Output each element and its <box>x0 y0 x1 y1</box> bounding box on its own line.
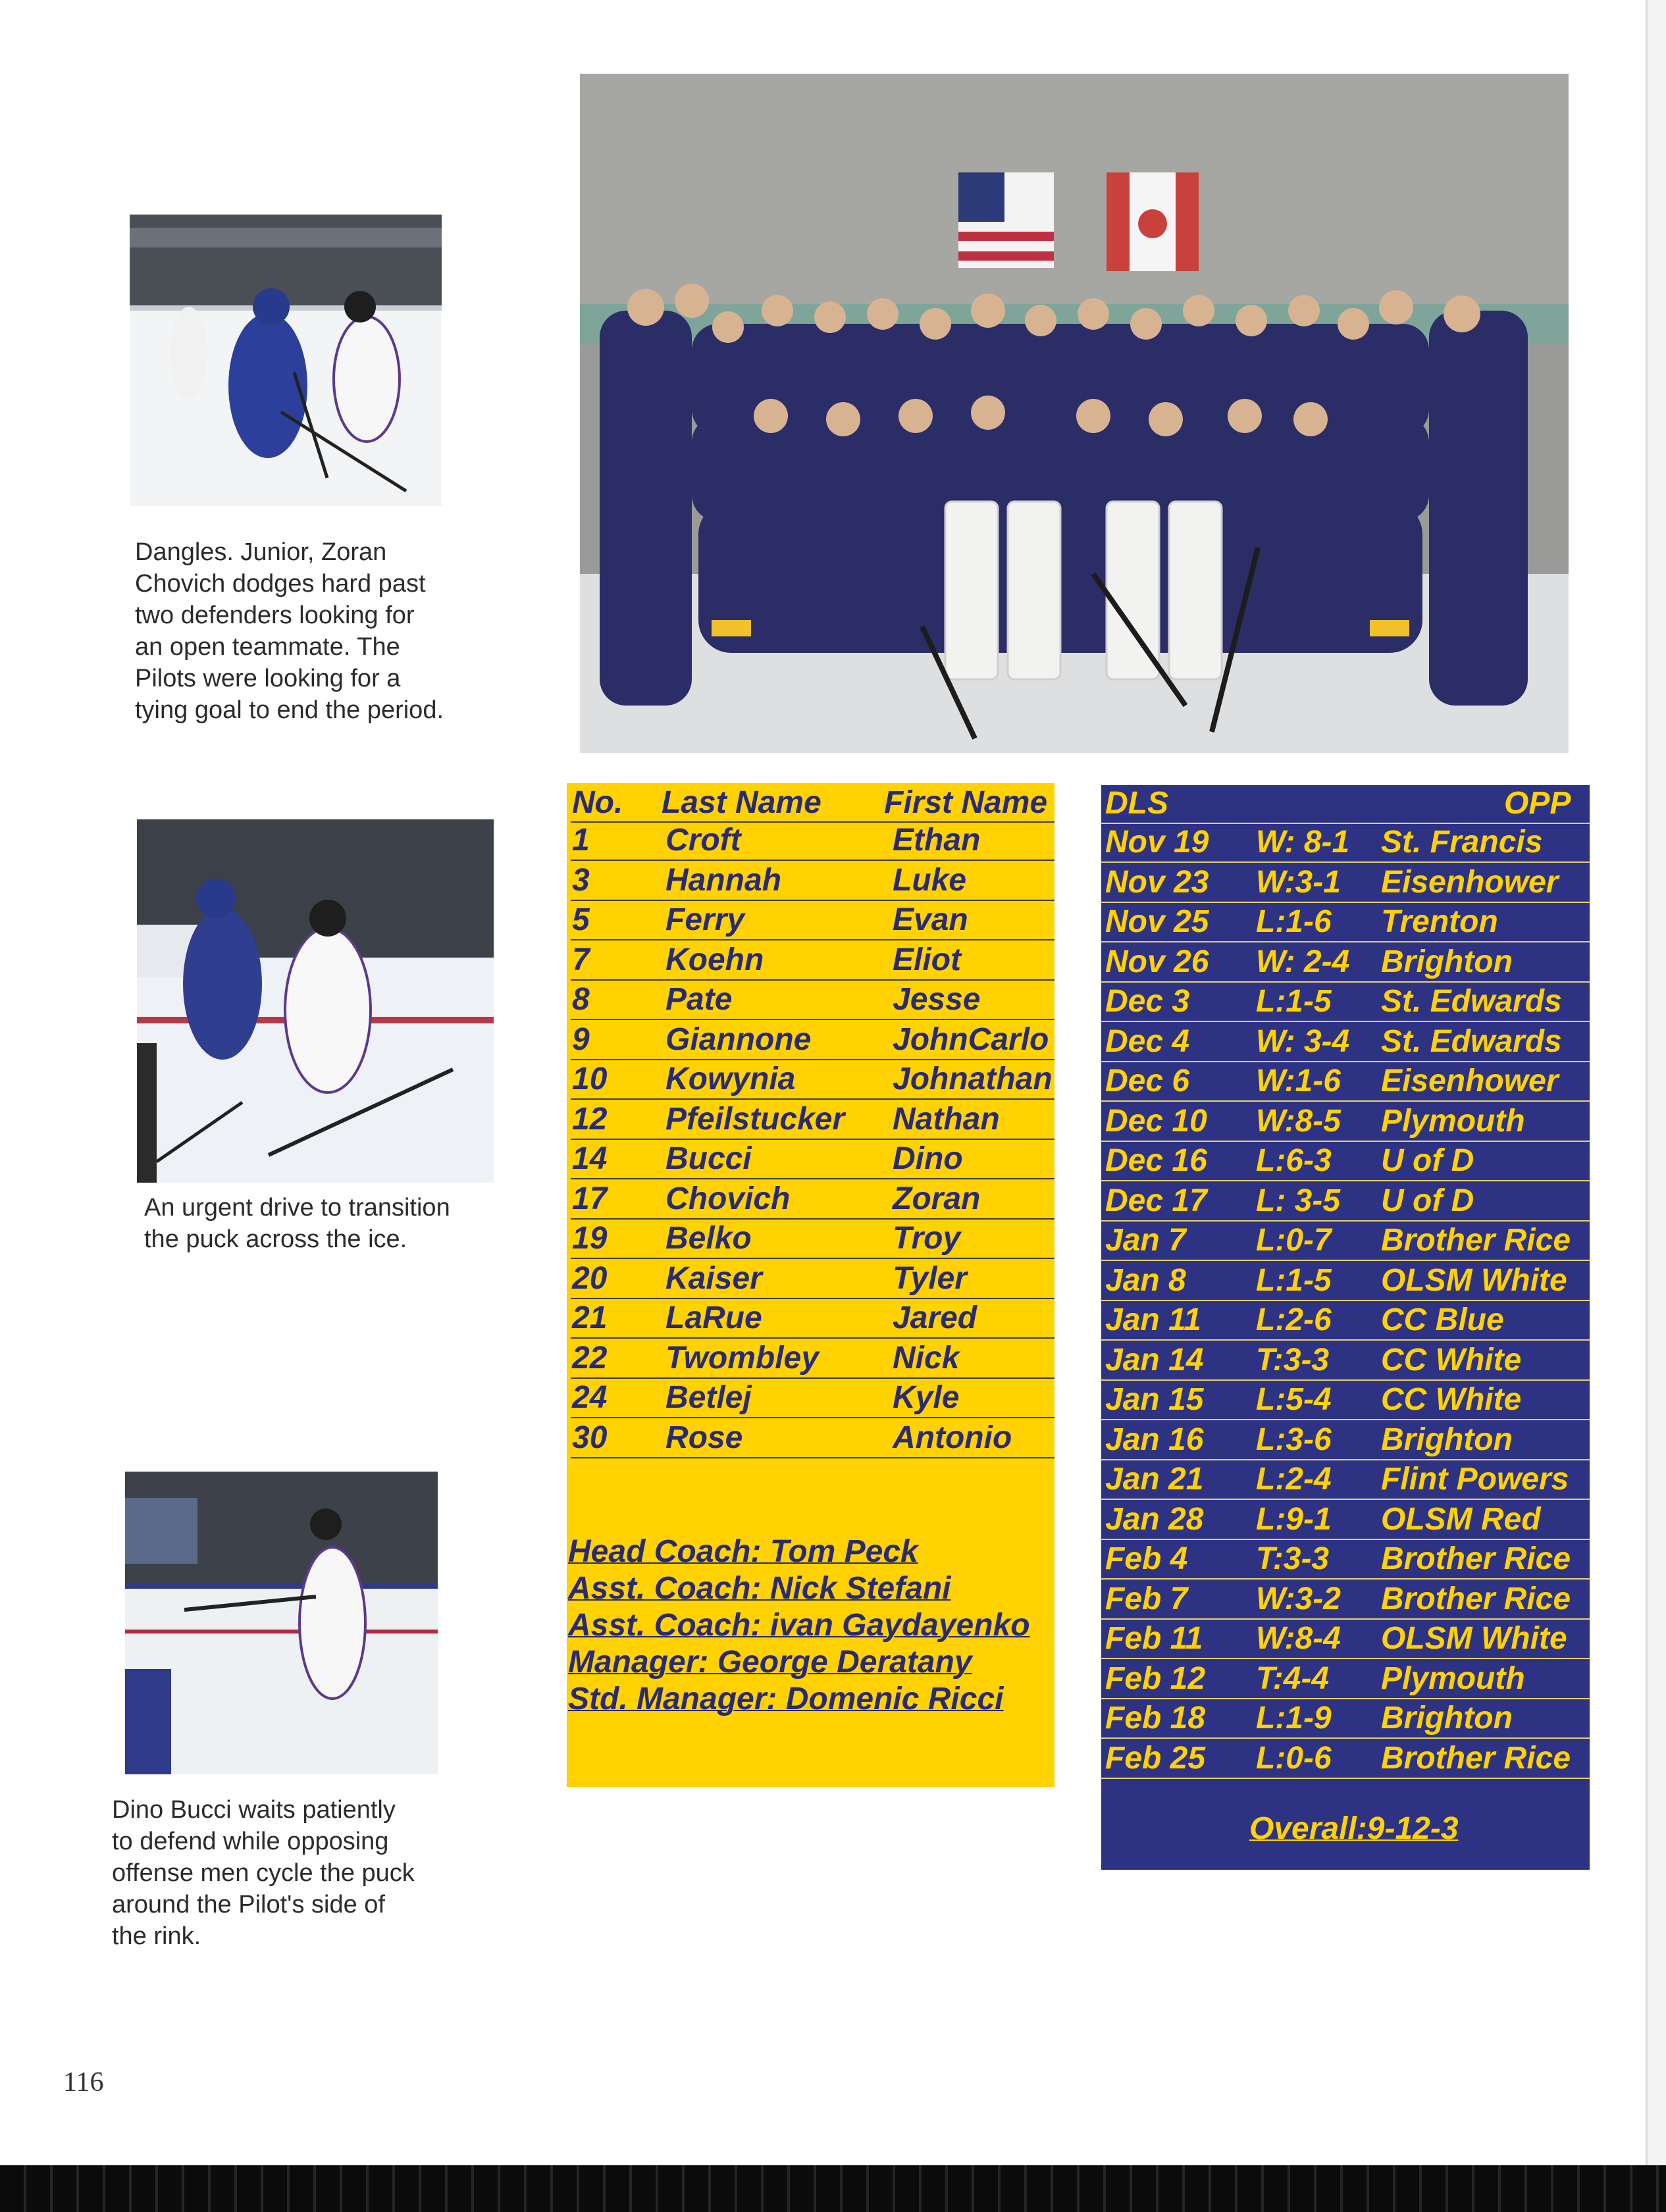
schedule-result: L:1-9 <box>1256 1701 1332 1736</box>
page-edge <box>1646 0 1666 2212</box>
roster-first-name: Nick <box>893 1340 960 1376</box>
roster-row-rule <box>571 1178 1054 1179</box>
roster-last-name: Pate <box>665 982 733 1017</box>
roster-last-name: LaRue <box>665 1300 762 1335</box>
schedule-date: Feb 12 <box>1105 1660 1206 1696</box>
schedule-opponent: U of D <box>1381 1143 1474 1178</box>
roster-first-name: Nathan <box>893 1101 1000 1137</box>
schedule-opponent: Eisenhower <box>1381 1064 1559 1098</box>
roster-last-name: Twombley <box>665 1340 819 1376</box>
roster-first-name: Troy <box>893 1221 961 1256</box>
roster-row-rule <box>571 1098 1054 1100</box>
roster-first-name: Zoran <box>893 1181 981 1216</box>
roster-last-name: Croft <box>665 823 741 858</box>
roster-last-name: Bucci <box>665 1141 752 1176</box>
schedule-date: Jan 8 <box>1105 1262 1186 1298</box>
schedule-result: L:6-3 <box>1256 1143 1332 1178</box>
roster-first-name: Jesse <box>893 982 981 1017</box>
schedule-date: Jan 15 <box>1105 1382 1204 1417</box>
schedule-row-rule <box>1101 1618 1590 1620</box>
schedule-date: Feb 4 <box>1105 1541 1188 1576</box>
roster-number: 1 <box>572 823 590 858</box>
schedule-row-rule <box>1101 1698 1590 1699</box>
roster-first-name: Eliot <box>893 942 961 977</box>
schedule-date: Jan 14 <box>1105 1342 1204 1377</box>
roster-number: 12 <box>572 1101 608 1137</box>
caption-bucci: Dino Bucci waits patiently to defend while opposing offense men cycle the puck around the Pilot's side of the rink. <box>112 1796 415 1950</box>
staff-asst-coach-2: Asst. Coach: ivan Gaydayenko <box>568 1608 1030 1643</box>
roster-first-name: JohnCarlo <box>893 1021 1049 1057</box>
schedule-date: Jan 7 <box>1105 1223 1186 1258</box>
schedule-result: W: 3-4 <box>1256 1023 1350 1059</box>
schedule-row-rule <box>1101 1339 1590 1341</box>
schedule-row-rule <box>1101 1737 1590 1739</box>
schedule-row-rule <box>1101 1658 1590 1659</box>
roster-row-rule <box>571 1258 1054 1259</box>
roster-header-no: No. <box>572 785 623 820</box>
schedule-result: L:1-5 <box>1256 984 1332 1019</box>
schedule-date: Feb 7 <box>1105 1581 1188 1616</box>
roster-header-first-name: First Name <box>884 785 1048 820</box>
roster-header-rule <box>571 821 1054 823</box>
roster-number: 19 <box>572 1221 608 1256</box>
roster-number: 20 <box>572 1260 608 1296</box>
schedule-date: Feb 11 <box>1105 1621 1203 1656</box>
roster-number: 21 <box>572 1300 608 1335</box>
schedule-row-rule <box>1101 1180 1590 1181</box>
roster-header-last-name: Last Name <box>662 785 821 820</box>
roster-first-name: Kyle <box>893 1380 960 1415</box>
roster-row-rule <box>571 1298 1054 1299</box>
schedule-date: Nov 25 <box>1105 904 1209 939</box>
staff-head-coach: Head Coach: Tom Peck <box>568 1534 918 1569</box>
schedule-result: W:1-6 <box>1256 1064 1341 1098</box>
caption-transition: An urgent drive to transition the puck across the ice. <box>144 1194 450 1253</box>
staff-list <box>568 1533 1030 1718</box>
roster-number: 8 <box>572 982 590 1017</box>
schedule-opponent: U of D <box>1381 1183 1474 1218</box>
schedule-header-opponent: OPP <box>1504 786 1571 821</box>
schedule-row-rule <box>1101 981 1590 983</box>
schedule-date: Feb 18 <box>1105 1701 1206 1736</box>
schedule-opponent: CC White <box>1381 1382 1522 1417</box>
roster-first-name: Luke <box>893 862 967 898</box>
roster-first-name: Tyler <box>893 1260 967 1296</box>
staff-std-manager: Std. Manager: Domenic Ricci <box>568 1682 1004 1716</box>
roster-first-name: Jared <box>893 1300 977 1335</box>
schedule-result: T:3-3 <box>1256 1342 1330 1377</box>
schedule-opponent: St. Edwards <box>1381 1023 1562 1059</box>
schedule-row-rule <box>1101 1778 1590 1779</box>
roster-row-rule <box>571 939 1054 940</box>
schedule-result: W: 8-1 <box>1256 825 1350 860</box>
schedule-result: L:5-4 <box>1256 1382 1332 1417</box>
schedule-row-rule <box>1101 1100 1590 1102</box>
schedule-result: W:3-2 <box>1256 1581 1341 1616</box>
schedule-date: Nov 26 <box>1105 944 1209 979</box>
roster-row-rule <box>571 1417 1054 1418</box>
roster-last-name: Kowynia <box>665 1062 796 1096</box>
scan-border <box>0 2165 1666 2212</box>
schedule-opponent: OLSM Red <box>1381 1501 1541 1537</box>
roster-number: 10 <box>572 1062 608 1096</box>
schedule-result: L:1-6 <box>1256 904 1332 939</box>
schedule-row-rule <box>1101 1539 1590 1540</box>
roster-first-name: Evan <box>893 902 968 937</box>
schedule-result: W: 2-4 <box>1256 944 1350 979</box>
roster-first-name: Johnathan <box>893 1062 1053 1096</box>
roster-number: 24 <box>572 1380 608 1415</box>
schedule-result: L:3-6 <box>1256 1422 1332 1457</box>
roster-row-rule <box>571 1019 1054 1020</box>
staff-asst-coach-1: Asst. Coach: Nick Stefani <box>568 1571 951 1606</box>
schedule-result: W:3-1 <box>1256 864 1341 900</box>
schedule-date: Jan 28 <box>1105 1501 1204 1537</box>
action-photo-bucci <box>125 1472 438 1774</box>
schedule-opponent: St. Edwards <box>1381 984 1562 1019</box>
roster-row-rule <box>571 979 1054 981</box>
schedule-opponent: Brother Rice <box>1381 1581 1571 1616</box>
roster-row-rule <box>571 1457 1054 1458</box>
schedule-date: Dec 6 <box>1105 1064 1190 1098</box>
schedule-result: L:9-1 <box>1256 1501 1332 1537</box>
team-photo <box>580 74 1569 753</box>
schedule-row-rule <box>1101 862 1590 863</box>
roster-last-name: Hannah <box>665 862 782 898</box>
roster-last-name: Rose <box>665 1420 743 1455</box>
action-photo-dangles <box>130 215 442 506</box>
schedule-result: T:4-4 <box>1256 1660 1330 1696</box>
schedule-date: Dec 17 <box>1105 1183 1207 1218</box>
schedule-date: Jan 11 <box>1105 1302 1201 1337</box>
schedule-result: L:2-6 <box>1256 1302 1332 1337</box>
schedule-date: Dec 16 <box>1105 1143 1207 1178</box>
roster-row-rule <box>571 1377 1054 1379</box>
roster-number: 9 <box>572 1021 590 1057</box>
roster-first-name: Dino <box>893 1141 963 1176</box>
schedule-row-rule <box>1101 1419 1590 1420</box>
roster-row-rule <box>571 1337 1054 1339</box>
roster-last-name: Kaiser <box>665 1260 762 1296</box>
action-photo-transition <box>137 819 494 1183</box>
schedule-opponent: CC White <box>1381 1342 1522 1377</box>
schedule-date: Nov 23 <box>1105 864 1209 900</box>
roster-number: 3 <box>572 862 590 898</box>
schedule-opponent: Flint Powers <box>1381 1462 1569 1497</box>
schedule-opponent: Brother Rice <box>1381 1740 1571 1776</box>
roster-row-rule <box>571 860 1054 861</box>
schedule-row-rule <box>1101 1300 1590 1301</box>
schedule-date: Nov 19 <box>1105 825 1209 860</box>
schedule-table <box>1101 785 1590 1870</box>
schedule-date: Feb 25 <box>1105 1740 1206 1776</box>
schedule-result: L: 3-5 <box>1256 1183 1341 1218</box>
schedule-result: W:8-4 <box>1256 1621 1341 1656</box>
schedule-date: Dec 10 <box>1105 1103 1207 1139</box>
schedule-date: Jan 21 <box>1105 1462 1204 1497</box>
schedule-date: Dec 4 <box>1105 1023 1190 1059</box>
schedule-date: Jan 16 <box>1105 1422 1204 1457</box>
schedule-result: L:2-4 <box>1256 1462 1332 1497</box>
roster-number: 14 <box>572 1141 608 1176</box>
schedule-opponent: Brother Rice <box>1381 1223 1571 1258</box>
schedule-opponent: Trenton <box>1381 904 1498 939</box>
schedule-row-rule <box>1101 1141 1590 1142</box>
roster-number: 17 <box>572 1181 608 1216</box>
roster-row-rule <box>571 1139 1054 1140</box>
schedule-row-rule <box>1101 1578 1590 1580</box>
schedule-row-rule <box>1101 941 1590 942</box>
schedule-date: Dec 3 <box>1105 984 1190 1019</box>
schedule-opponent: Plymouth <box>1381 1660 1525 1696</box>
roster-first-name: Ethan <box>893 823 981 858</box>
schedule-result: T:3-3 <box>1256 1541 1330 1576</box>
staff-manager: Manager: George Deratany <box>568 1645 972 1680</box>
schedule-result: W:8-5 <box>1256 1103 1341 1139</box>
schedule-row-rule <box>1101 1260 1590 1261</box>
schedule-opponent: Eisenhower <box>1381 864 1559 900</box>
roster-row-rule <box>571 900 1054 901</box>
roster-table <box>567 783 1054 1787</box>
schedule-opponent: Brighton <box>1381 944 1513 979</box>
roster-last-name: Pfeilstucker <box>665 1101 845 1137</box>
schedule-row-rule <box>1101 1379 1590 1381</box>
roster-number: 22 <box>572 1340 608 1376</box>
schedule-opponent: OLSM White <box>1381 1262 1567 1298</box>
schedule-row-rule <box>1101 1061 1590 1062</box>
roster-last-name: Koehn <box>665 942 764 977</box>
schedule-result: L:0-6 <box>1256 1740 1332 1776</box>
schedule-opponent: St. Francis <box>1381 825 1543 860</box>
schedule-row-rule <box>1101 1459 1590 1460</box>
roster-last-name: Giannone <box>665 1021 812 1057</box>
caption-dangles: Dangles. Junior, Zoran Chovich dodges hard past two defenders looking for an open teammate. The Pilots were looking for a tying goal to end the period. <box>135 538 444 724</box>
roster-row-rule <box>571 1218 1054 1220</box>
schedule-row-rule <box>1101 902 1590 903</box>
page-number: 116 <box>63 2067 104 2097</box>
schedule-opponent: Brighton <box>1381 1701 1513 1736</box>
schedule-result: L:1-5 <box>1256 1262 1332 1298</box>
schedule-opponent: OLSM White <box>1381 1621 1567 1656</box>
schedule-row-rule <box>1101 1220 1590 1222</box>
schedule-opponent: Brother Rice <box>1381 1541 1571 1576</box>
roster-row-rule <box>571 1059 1054 1060</box>
schedule-opponent: Brighton <box>1381 1422 1513 1457</box>
schedule-row-rule <box>1101 1499 1590 1500</box>
roster-number: 5 <box>572 902 590 937</box>
schedule-header-team: DLS <box>1105 786 1168 821</box>
overall-record: Overall:9-12-3 <box>1249 1811 1459 1846</box>
schedule-result: L:0-7 <box>1256 1223 1332 1258</box>
roster-number: 30 <box>572 1420 608 1455</box>
roster-last-name: Belko <box>665 1221 752 1256</box>
roster-number: 7 <box>572 942 590 977</box>
schedule-row-rule <box>1101 1021 1590 1022</box>
schedule-opponent: CC Blue <box>1381 1302 1504 1337</box>
roster-first-name: Antonio <box>893 1420 1012 1455</box>
roster-last-name: Betlej <box>665 1380 752 1415</box>
roster-last-name: Ferry <box>665 902 745 937</box>
schedule-opponent: Plymouth <box>1381 1103 1525 1139</box>
roster-last-name: Chovich <box>665 1181 791 1216</box>
